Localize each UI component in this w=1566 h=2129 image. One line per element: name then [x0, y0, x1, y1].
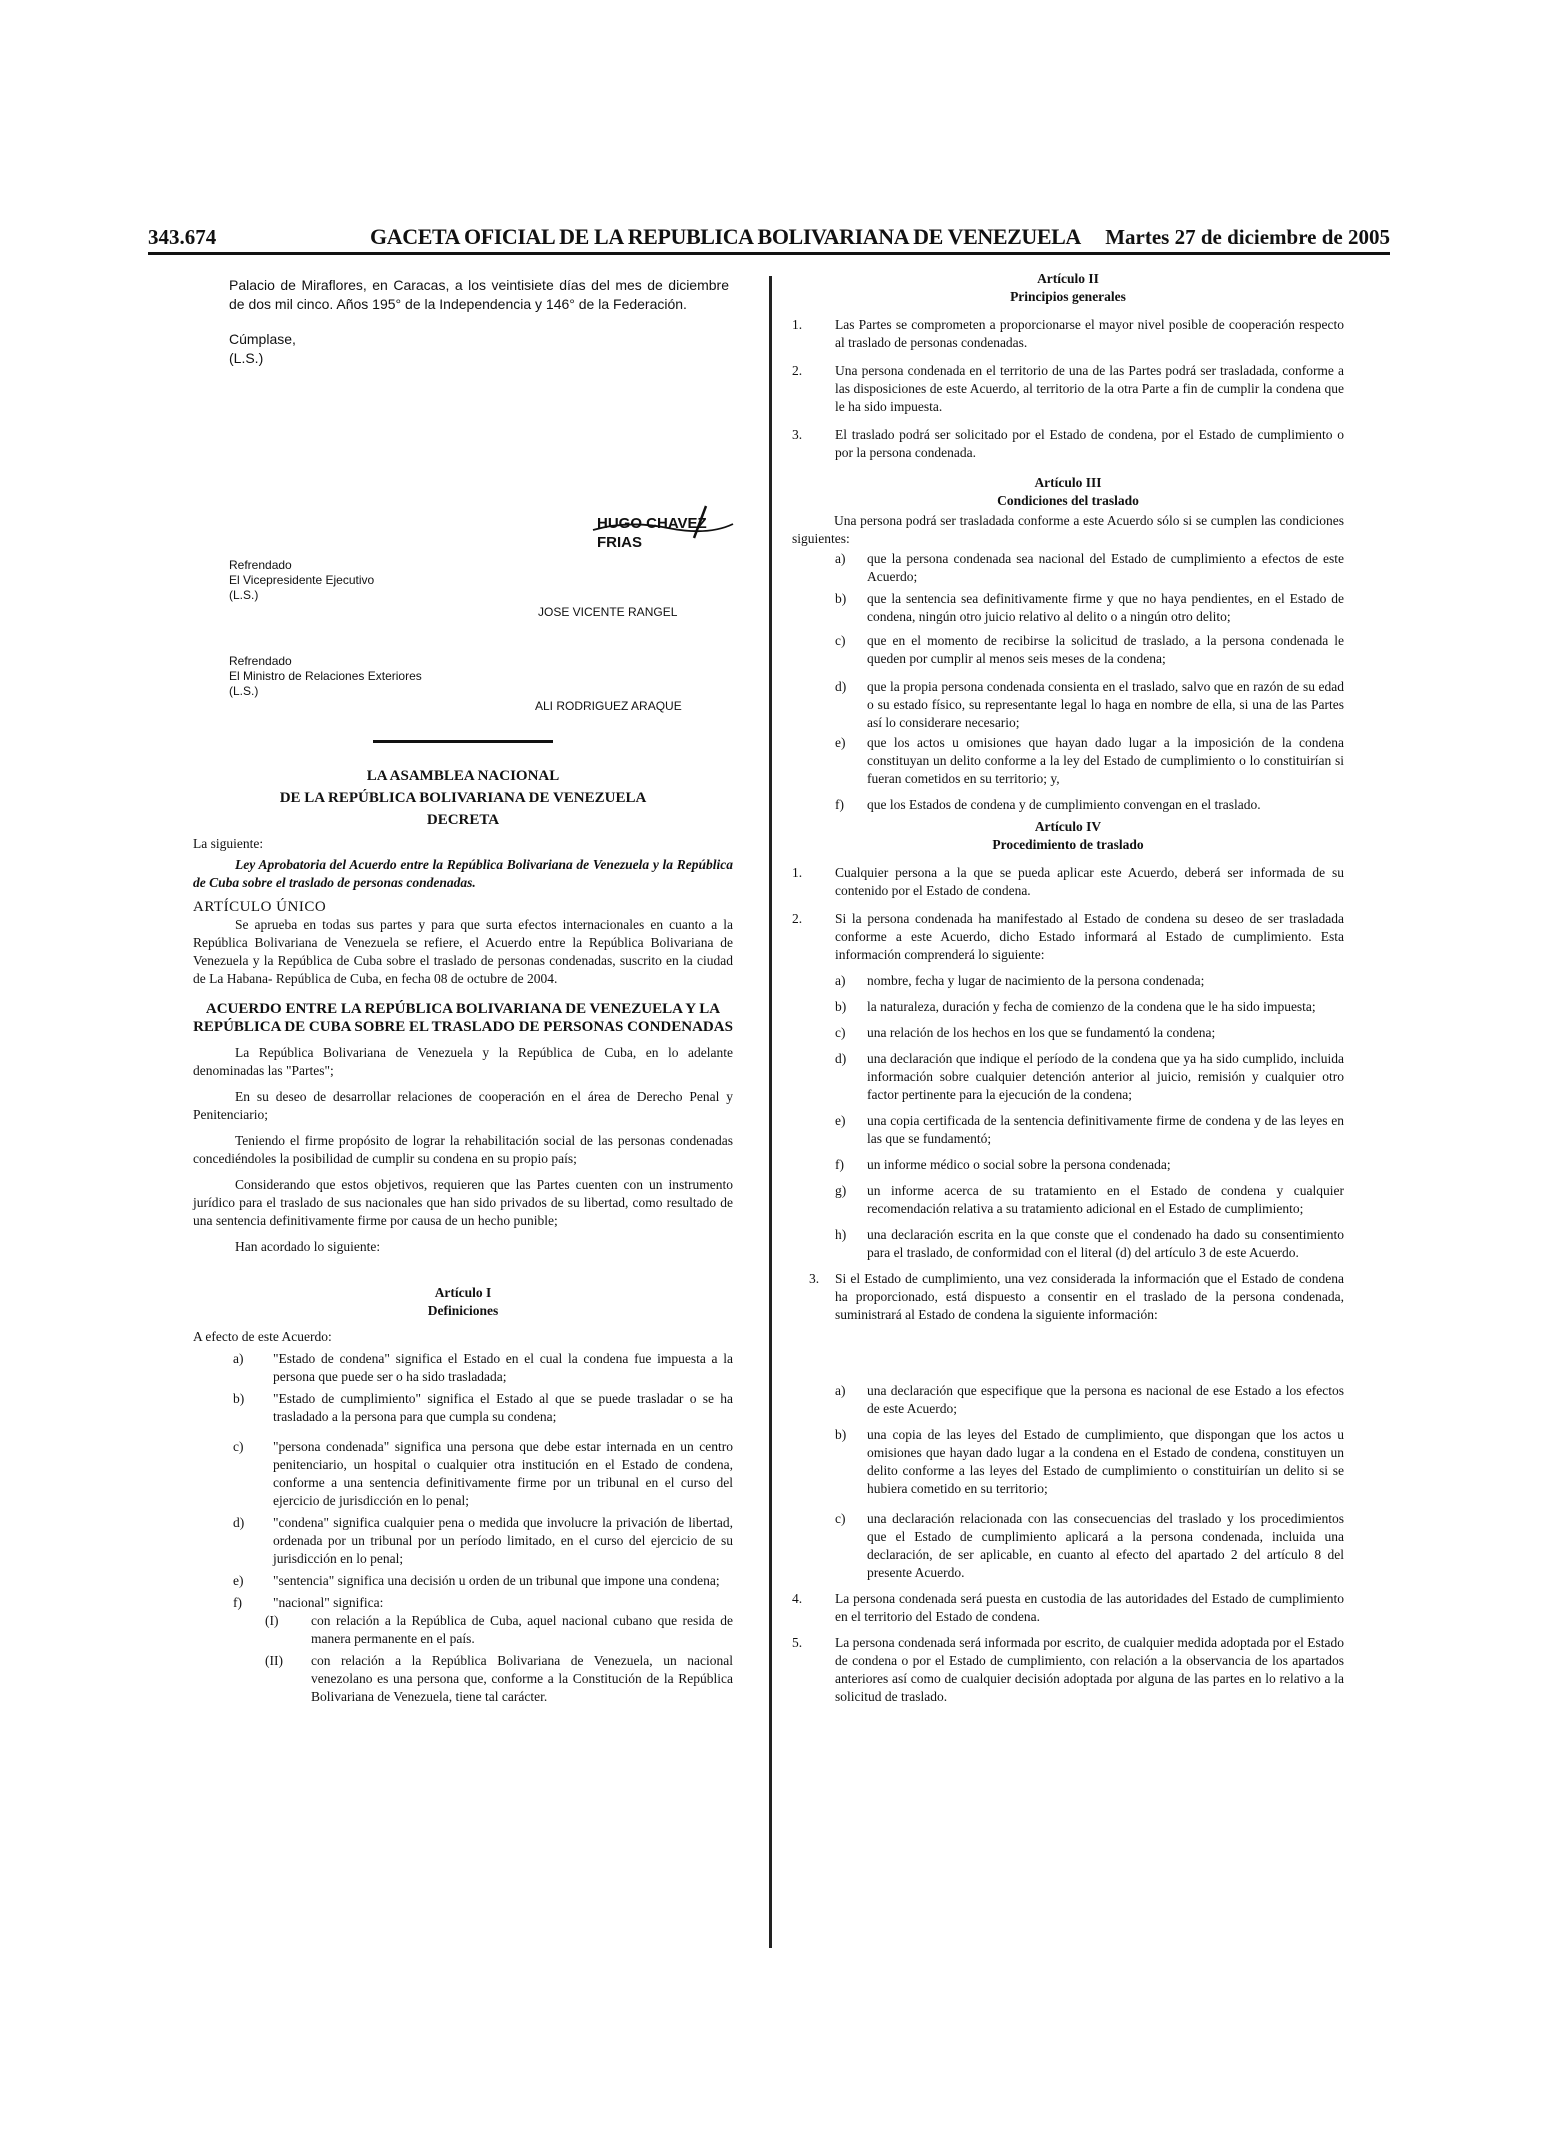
item-text: con relación a la República de Cuba, aquel nacional cubano que resida de manera permanente en el país.: [311, 1613, 733, 1646]
ls-seal: (L.S.): [229, 684, 259, 698]
information-item: [835, 1050, 1344, 1104]
item-text: que la sentencia sea definitivamente firme y que no haya pendientes, en el Estado de condena, ningún otro juicio relativo al delito o a ningún otro delito;: [867, 591, 1344, 624]
condition-item: [835, 678, 1344, 732]
closing-paragraph: Palacio de Miraflores, en Caracas, a los veintisiete días del mes de diciembre de dos mil cinco. Años 195° de la Independencia y 146° de la Federación.: [229, 277, 729, 312]
minister-title: El Ministro de Relaciones Exteriores: [229, 669, 422, 683]
item-text: que en el momento de recibirse la solicitud de traslado, a la persona condenada le queden por cumplir al menos seis meses de la condena;: [867, 633, 1344, 666]
condition-item: [835, 550, 1344, 586]
item-marker: e): [233, 1573, 244, 1588]
gazette-title: GACETA OFICIAL DE LA REPUBLICA BOLIVARIANA DE VENEZUELA: [370, 224, 1081, 249]
item-marker: h): [835, 1227, 847, 1242]
vicepresident-title: El Vicepresidente Ejecutivo: [229, 573, 375, 587]
item-text: una relación de los hechos en los que se fundamentó la condena;: [867, 1025, 1216, 1040]
definition-item: [233, 1514, 733, 1568]
item-marker: c): [835, 1511, 846, 1526]
numbered-item: [792, 1590, 1344, 1626]
item-text: El traslado podrá ser solicitado por el Estado de condena, por el Estado de cumplimiento o por la persona condenada.: [835, 427, 1344, 460]
item-text: "Estado de condena" significa el Estado en el cual la condena fue impuesta a la persona que puede ser o ha sido trasladada;: [273, 1351, 733, 1384]
item-marker: e): [835, 1113, 846, 1128]
articulo-unico-heading: ARTÍCULO ÚNICO: [193, 899, 327, 915]
definition-item: [233, 1594, 733, 1612]
nacional-subitem: [265, 1612, 733, 1648]
item-text: una declaración relacionada con las consecuencias del traslado y los procedimientos que el Estado de cumplimiento aplicará a la persona condenada, incluida una declaración, de ser aplicable, en cuanto al efecto del apartado 2 del artículo 8 del presente Acuerdo.: [867, 1511, 1344, 1580]
item-text: "nacional" significa:: [273, 1595, 384, 1610]
la-siguiente: La siguiente:: [193, 836, 264, 851]
item-marker: 1.: [792, 317, 803, 332]
item-marker: 5.: [792, 1635, 803, 1650]
item-text: una declaración que indique el período de la condena que ya ha sido cumplido, incluida información sobre cualquier detención anterior al juicio, remisión y cualquier otro factor pertinente para la ejecución de la condena;: [867, 1051, 1344, 1102]
information-item: [835, 1426, 1344, 1498]
item-text: una copia de las leyes del Estado de cumplimiento, que dispongan que los actos u omisiones que hayan dado lugar a la condena en el Estado de condena, constituyen un delito conforme a las leyes del Estado de cumplimiento o constituirían un delito si se hubiera cometido en su territorio;: [867, 1427, 1344, 1496]
item-marker: d): [835, 679, 847, 694]
numbered-item: [809, 1270, 1344, 1324]
item-marker: d): [233, 1515, 245, 1530]
item-text: Si la persona condenada ha manifestado al Estado de condena su deseo de ser trasladada conforme a este Acuerdo, dicho Estado informará al Estado de cumplimiento. Esta información comprenderá lo siguiente:: [835, 911, 1344, 962]
refrendado-1: Refrendado: [229, 558, 292, 572]
definition-item: [233, 1572, 733, 1590]
item-marker: 4.: [792, 1591, 803, 1606]
information-item: [835, 1510, 1344, 1582]
item-text: la naturaleza, duración y fecha de comienzo de la condena que le ha sido impuesta;: [867, 999, 1316, 1014]
numbered-item: [792, 1634, 1344, 1706]
item-marker: 3.: [792, 427, 803, 442]
item-text: La persona condenada será puesta en custodia de las autoridades del Estado de cumplimiento en el territorio del Estado de condena.: [835, 1591, 1344, 1624]
condition-item: [835, 590, 1344, 626]
item-text: una declaración escrita en la que conste que el condenado ha dado su consentimiento para el traslado, de conformidad con el literal (d) del artículo 3 de este Acuerdo.: [867, 1227, 1344, 1260]
item-text: "sentencia" significa una decisión u orden de un tribunal que impone una condena;: [273, 1573, 720, 1588]
issue-date: Martes 27 de diciembre de 2005: [1105, 225, 1390, 249]
page-header: [148, 222, 1390, 255]
numbered-item: [792, 316, 1344, 352]
ls-seal: (L.S.): [229, 350, 264, 366]
cumplase: Cúmplase,: [229, 331, 296, 347]
item-marker: b): [835, 999, 847, 1014]
item-marker: c): [835, 1025, 846, 1040]
article-2-subtitle: Principios generales: [1010, 289, 1126, 304]
item-text: Una persona condenada en el territorio de una de las Partes podrá ser trasladada, conforme a las disposiciones de este Acuerdo, al territorio de la otra Parte a fin de cumplir la condena que le ha sido impuesta.: [835, 363, 1344, 414]
numbered-item: [792, 362, 1344, 416]
ls-seal: (L.S.): [229, 588, 259, 602]
item-text: nombre, fecha y lugar de nacimiento de la persona condenada;: [867, 973, 1205, 988]
condition-item: [835, 796, 1344, 814]
information-item: [835, 998, 1344, 1016]
item-marker: a): [835, 973, 846, 988]
information-item: [835, 1226, 1344, 1262]
definition-item: [233, 1390, 733, 1426]
article-3-subtitle: Condiciones del traslado: [997, 493, 1139, 508]
item-marker: c): [835, 633, 846, 648]
item-marker: (II): [265, 1653, 283, 1668]
assembly-heading-2: DE LA REPÚBLICA BOLIVARIANA DE VENEZUELA: [279, 790, 647, 806]
item-marker: b): [835, 1427, 847, 1442]
item-marker: a): [835, 1383, 846, 1398]
item-text: un informe acerca de su tratamiento en el Estado de condena y cualquier recomendación relativa a su tratamiento adicional en el Estado de cumplimiento;: [867, 1183, 1344, 1216]
vicepresident-name: JOSE VICENTE RANGEL: [538, 605, 678, 619]
section-rule: [373, 740, 553, 743]
item-marker: f): [835, 1157, 844, 1172]
article-4-subtitle: Procedimiento de traslado: [992, 837, 1144, 852]
information-item: [835, 1182, 1344, 1218]
information-item: [835, 1112, 1344, 1148]
item-marker: e): [835, 735, 846, 750]
item-marker: d): [835, 1051, 847, 1066]
item-marker: (I): [265, 1613, 279, 1628]
item-text: "Estado de cumplimiento" significa el Estado al que se puede trasladar o se ha trasladado a la persona para que cumpla su condena;: [273, 1391, 733, 1424]
preamble-paragraph: Teniendo el firme propósito de lograr la rehabilitación social de las personas condenadas concediéndoles la posibilidad de cumplir su condena en su propio país;: [193, 1133, 733, 1166]
preamble-paragraph: En su deseo de desarrollar relaciones de cooperación en el área de Derecho Penal y Penitenciario;: [193, 1089, 733, 1122]
item-marker: b): [233, 1391, 245, 1406]
item-marker: 2.: [792, 911, 803, 926]
item-text: un informe médico o social sobre la persona condenada;: [867, 1157, 1171, 1172]
article-1-title: Artículo I: [434, 1285, 492, 1300]
item-marker: f): [233, 1595, 242, 1610]
article-1-intro: A efecto de este Acuerdo:: [193, 1329, 332, 1344]
preamble-paragraph: Considerando que estos objetivos, requieren que las Partes cuenten con un instrumento jurídico para el traslado de sus nacionales que han sido privados de su libertad, como resultado de una sentencia definitivamente firme por causa de un hecho punible;: [193, 1177, 733, 1228]
assembly-heading-1: LA ASAMBLEA NACIONAL: [366, 768, 560, 784]
information-item: [835, 1024, 1344, 1042]
preamble-paragraph: Han acordado lo siguiente:: [235, 1239, 381, 1254]
numbered-item: [792, 864, 1344, 900]
item-text: que la propia persona condenada consienta en el traslado, salvo que en razón de su edad o su estado físico, su representante legal lo haga en nombre de ella, si una de las Partes así lo considerare necesario;: [867, 679, 1344, 730]
decreta-heading: DECRETA: [426, 812, 500, 828]
article-2-title: Artículo II: [1037, 271, 1099, 286]
item-text: "persona condenada" significa una persona que debe estar internada en un centro penitenciario, un hospital o cualquier otra institución en el Estado de condena, conforme a una sentencia definitivamente firme por un tribunal en el curso del ejercicio de jurisdicción en lo penal;: [273, 1439, 733, 1508]
item-text: Si el Estado de cumplimiento, una vez considerada la información que el Estado de condena ha proporcionado, está dispuesto a consentir en el traslado de la persona condenada, suministrará al Estado de condena la siguiente información:: [835, 1271, 1344, 1322]
item-marker: a): [233, 1351, 244, 1366]
article-3-intro: Una persona podrá ser trasladada conforme a este Acuerdo sólo si se cumplen las condiciones siguientes:: [792, 513, 1344, 546]
item-marker: g): [835, 1183, 847, 1198]
minister-name: ALI RODRIGUEZ ARAQUE: [535, 699, 682, 713]
articulo-unico-text: Se aprueba en todas sus partes y para que surta efectos internacionales en cuanto a la República Bolivariana de Venezuela se refiere, el Acuerdo entre la República Bolivariana de Venezuela y la República de Cuba sobre el traslado de personas condenadas, suscrito en la ciudad de La Habana- República de Cuba, en fecha 08 de octubre de 2004.: [193, 917, 733, 986]
item-marker: f): [835, 797, 844, 812]
item-text: "condena" significa cualquier pena o medida que involucre la privación de libertad, ordenada por un tribunal por un período limitado, en el curso del ejercicio de su jurisdicción en lo penal;: [273, 1515, 733, 1566]
nacional-subitem: [265, 1652, 733, 1706]
column-divider: [769, 276, 772, 1948]
law-title: Ley Aprobatoria del Acuerdo entre la República Bolivariana de Venezuela y la República de Cuba sobre el traslado de personas condenadas.: [193, 857, 733, 890]
definition-item: [233, 1350, 733, 1386]
right-column: [792, 270, 1344, 1706]
information-item: [835, 1156, 1344, 1174]
item-marker: a): [835, 551, 846, 566]
item-text: que la persona condenada sea nacional del Estado de cumplimiento a efectos de este Acuerdo;: [867, 551, 1344, 584]
article-1-subtitle: Definiciones: [427, 1303, 499, 1318]
definition-item: [233, 1438, 733, 1510]
item-marker: b): [835, 591, 847, 606]
condition-item: [835, 632, 1344, 668]
item-text: una declaración que especifique que la persona es nacional de ese Estado a los efectos de este Acuerdo;: [867, 1383, 1344, 1416]
left-column: [193, 276, 733, 1706]
item-text: con relación a la República Bolivariana de Venezuela, un nacional venezolano es una persona que, conforme a la Constitución de la República Bolivariana de Venezuela, tiene tal carácter.: [311, 1653, 733, 1704]
item-text: que los actos u omisiones que hayan dado lugar a la imposición de la condena constituyan un delito conforme a la ley del Estado de cumplimiento o lo constituirían si fueran cometidos en su territorio; y,: [867, 735, 1344, 786]
refrendado-2: Refrendado: [229, 654, 292, 668]
article-3-title: Artículo III: [1034, 475, 1102, 490]
page-number: 343.674: [148, 225, 217, 249]
item-text: una copia certificada de la sentencia definitivamente firme de condena y de las leyes en las que se fundamentó;: [867, 1113, 1344, 1146]
item-text: Cualquier persona a la que se pueda aplicar este Acuerdo, deberá ser informada de su contenido por el Estado de condena.: [835, 865, 1344, 898]
president-signature-block: [193, 502, 733, 551]
president-signature: HUGO CHAVEZ FRIAS: [597, 515, 707, 551]
item-marker: 2.: [792, 363, 803, 378]
information-item: [835, 1382, 1344, 1418]
numbered-item: [792, 910, 1344, 964]
information-item: [835, 972, 1344, 990]
item-text: Las Partes se comprometen a proporcionarse el mayor nivel posible de cooperación respecto al traslado de personas condenadas.: [835, 317, 1344, 350]
item-marker: 1.: [792, 865, 803, 880]
item-marker: c): [233, 1439, 244, 1454]
item-marker: 3.: [809, 1271, 820, 1286]
acuerdo-title: ACUERDO ENTRE LA REPÚBLICA BOLIVARIANA DE VENEZUELA Y LA REPÚBLICA DE CUBA SOBRE EL TRASLADO DE PERSONAS CONDENADAS: [193, 1001, 733, 1035]
item-text: que los Estados de condena y de cumplimiento convengan en el traslado.: [867, 797, 1261, 812]
preamble-paragraph: La República Bolivariana de Venezuela y la República de Cuba, en lo adelante denominadas las "Partes";: [193, 1045, 733, 1078]
article-4-title: Artículo IV: [1034, 819, 1102, 834]
item-text: La persona condenada será informada por escrito, de cualquier medida adoptada por el Estado de condena o por el Estado de cumplimiento, con relación a la observancia de los apartados anteriores así como de cualquier decisión adoptada por alguna de las partes en lo relativo a la solicitud de traslado.: [835, 1635, 1344, 1704]
condition-item: [835, 734, 1344, 788]
numbered-item: [792, 426, 1344, 462]
